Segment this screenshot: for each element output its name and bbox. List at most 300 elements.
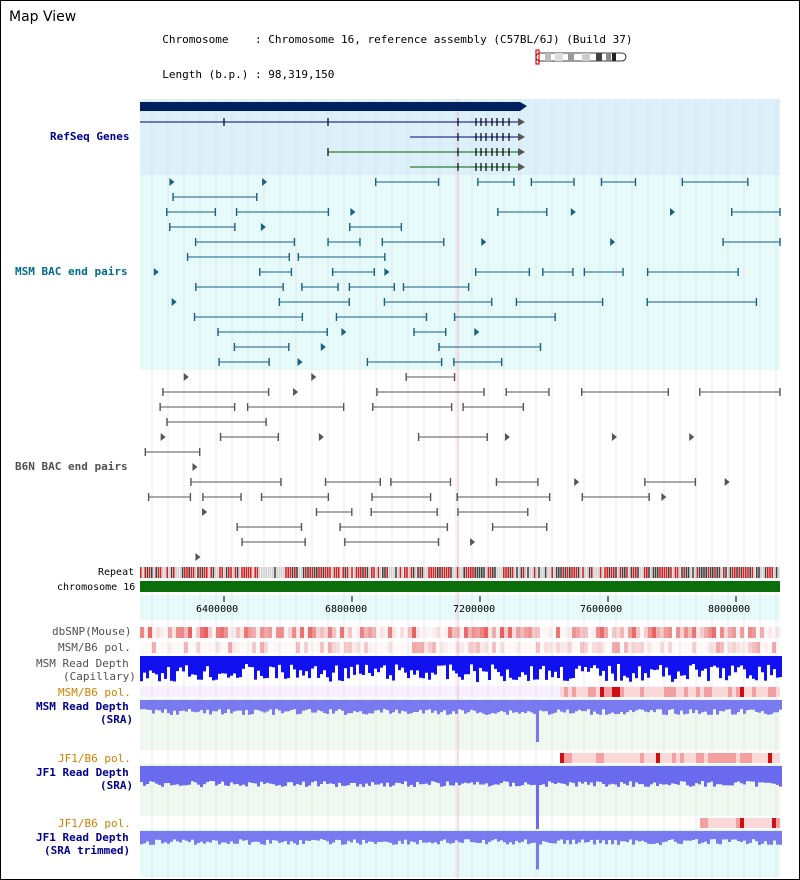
jf1-trim-depth-bar: [197, 831, 200, 843]
repeat-block: [527, 567, 529, 578]
jf1-pol-cell: [740, 753, 744, 763]
jf1-sra-depth-bar: [191, 766, 194, 781]
jf1-trim-depth-bar: [230, 831, 233, 841]
jf1-trim-depth-bar: [257, 831, 260, 842]
msm-pol-cell: [528, 642, 532, 653]
msm-sra-depth-bar: [644, 700, 647, 712]
msm-capillary-depth-bar: [242, 656, 245, 669]
jf1-sra-depth-bar: [551, 766, 554, 783]
jf1-sra-depth-bar: [290, 766, 293, 782]
repeat-block: [147, 567, 149, 578]
msm-sra-depth-bar: [320, 700, 323, 711]
msm-sra-depth-bar: [698, 700, 701, 714]
repeat-block: [307, 567, 309, 578]
msm-pol-cell: [160, 642, 164, 653]
jf1-sra-depth-bar: [296, 766, 299, 784]
jf1-sra-depth-bar: [437, 766, 440, 783]
jf1-trim-depth-bar: [524, 831, 527, 839]
jf1-pol-cell: [692, 753, 696, 763]
jf1-trim-depth-bar: [506, 831, 509, 844]
jf1-trim-depth-bar: [455, 831, 458, 840]
msm-pol-cell: [740, 642, 744, 653]
jf1-sra-depth-bar: [422, 766, 425, 784]
dbsnp-cell: [760, 627, 764, 638]
repeat-block: [677, 567, 679, 578]
msm-pol-cell: [308, 642, 312, 653]
msm-pol-cell: [672, 642, 676, 653]
msm-capillary-depth-bar: [497, 656, 500, 672]
b6n-bac-pair-marker: [161, 433, 166, 441]
repeat-block: [721, 567, 723, 578]
msm-capillary-depth-bar: [500, 656, 503, 676]
dbsnp-cell: [472, 627, 476, 638]
msm-pol-cell: [504, 642, 508, 653]
msm-sra-depth-bar: [149, 700, 152, 710]
b6n-bac-pair-marker: [293, 388, 298, 396]
dbsnp-cell: [704, 627, 708, 638]
jf1-trim-depth-bar: [473, 831, 476, 842]
repeat-block: [182, 567, 184, 578]
jf1-trim-depth-bar: [683, 831, 686, 841]
msm-sra-depth-bar: [257, 700, 260, 710]
jf1-sra-depth-bar: [764, 766, 767, 783]
dbsnp-cell: [248, 627, 252, 638]
b6n-bac-pair-marker: [311, 373, 316, 381]
jf1-trim-depth-bar: [551, 831, 554, 843]
msm-sra-depth-bar: [269, 700, 272, 709]
jf1-sra-depth-bar: [548, 766, 551, 781]
jf1-sra-depth-bar: [611, 766, 614, 784]
msm-sra-depth-bar: [737, 700, 740, 712]
b6n-bac-label: B6N BAC end pairs: [15, 460, 128, 473]
msm-capillary-depth-bar: [233, 656, 236, 673]
jf1-trim-depth-bar: [242, 831, 245, 841]
axis-tick-label: 6800000: [325, 604, 368, 615]
msm-capillary-depth-bar: [596, 656, 599, 668]
msm-sra-depth-bar: [668, 700, 671, 710]
jf1-sra-depth-bar: [545, 766, 548, 787]
jf1-trim-depth-bar: [545, 831, 548, 842]
dbsnp-cell: [688, 627, 692, 638]
msm-sra-depth-bar: [590, 700, 593, 715]
msm-pol2-cell: [560, 687, 564, 697]
msm-pol2-cell: [676, 687, 680, 697]
jf1-sra-depth-bar: [773, 766, 776, 784]
msm-pol-cell: [688, 642, 692, 653]
dbsnp-cell: [552, 627, 556, 638]
msm-pol-cell: [348, 642, 352, 653]
jf1-trim-depth-bar: [563, 831, 566, 844]
jf1-sra-depth-bar: [224, 766, 227, 785]
msm-capillary-depth-bar: [146, 656, 149, 678]
repeat-block: [226, 567, 228, 578]
dbsnp-cell: [376, 627, 380, 638]
msm-capillary-depth-bar: [470, 656, 473, 664]
msm-capillary-depth-bar: [446, 656, 449, 679]
jf1-sra-depth-bar: [197, 766, 200, 785]
jf1-trim-depth-bar: [740, 831, 743, 842]
msm-pol2-cell: [716, 687, 720, 697]
jf1-trim-depth-bar: [695, 831, 698, 839]
msm-capillary-depth-bar: [779, 656, 782, 677]
jf1-sra-depth-bar: [329, 766, 332, 783]
dbsnp-cell: [532, 627, 536, 638]
jf1-trim-depth-bar: [251, 831, 254, 842]
jf1-sra-depth-bar: [467, 766, 470, 783]
repeat-block: [567, 567, 569, 578]
dbsnp-cell: [772, 627, 776, 638]
jf1-pol2-cell: [768, 818, 772, 828]
jf1-sra-depth-bar: [218, 766, 221, 784]
jf1-sra-depth-bar: [578, 766, 581, 782]
repeat-block: [545, 567, 547, 578]
repeat-block: [171, 567, 173, 578]
jf1-pol-cell: [728, 753, 732, 763]
dbsnp-cell: [228, 627, 232, 638]
msm-pol-cell: [568, 642, 572, 653]
repeat-block: [712, 567, 714, 578]
chromosome-ideogram[interactable]: [536, 50, 626, 64]
msm-capillary-depth-bar: [536, 656, 539, 679]
msm-sra-depth-bar: [623, 700, 626, 714]
jf1-sra-depth-bar: [491, 766, 494, 785]
msm-capillary-depth-bar: [155, 656, 158, 674]
msm-capillary-depth-bar: [413, 656, 416, 675]
msm-pol-cell: [364, 642, 368, 653]
ideogram-band: [606, 53, 611, 61]
jf1-sra-depth-bar: [368, 766, 371, 786]
jf1-pol-cell: [668, 753, 672, 763]
jf1-trim-depth-bar: [596, 831, 599, 840]
jf1-trim-depth-bar: [665, 831, 668, 842]
jf1-sra-depth-bar: [203, 766, 206, 784]
dbsnp-cell: [316, 627, 320, 638]
msm-sra-depth-bar: [500, 700, 503, 711]
msm-capillary-depth-bar: [716, 656, 719, 668]
msm-sra-depth-bar: [662, 700, 665, 714]
jf1-trim-depth-bar: [317, 831, 320, 841]
msm-capillary-depth-bar: [215, 656, 218, 680]
msm-sra-depth-bar: [413, 700, 416, 712]
jf1-trim-depth-bar: [440, 831, 443, 841]
repeat-block: [518, 567, 520, 578]
msm-sra-depth-bar: [713, 700, 716, 709]
repeat-block: [327, 567, 329, 578]
msm-pol-cell: [612, 642, 616, 653]
repeat-block: [633, 567, 635, 578]
repeat-block: [521, 567, 523, 578]
jf1-pol-cell: [616, 753, 620, 763]
repeat-block: [688, 567, 690, 578]
msm-capillary-depth-bar: [368, 656, 371, 673]
msm-sra-depth-bar: [314, 700, 317, 713]
repeat-block: [261, 567, 263, 578]
jf1-pol-cell: [704, 753, 708, 763]
repeat-block: [569, 567, 571, 578]
jf1-trim-depth-bar: [203, 831, 206, 844]
msm-sra-depth-bar: [227, 700, 230, 709]
jf1-trim-depth-bar: [461, 831, 464, 843]
ideogram-band: [582, 53, 590, 61]
msm-sra-depth-bar: [578, 700, 581, 710]
repeat-block: [591, 567, 593, 578]
jf1-pol-cell: [600, 753, 604, 763]
msm-sra-depth-bar: [317, 700, 320, 710]
repeat-block: [191, 567, 193, 578]
msm-pol-cell: [352, 642, 356, 653]
msm-capillary-depth-bar: [770, 656, 773, 675]
msm-sra-depth-bar: [614, 700, 617, 714]
msm-sra-depth-bar: [476, 700, 479, 713]
msm-capillary-depth-bar: [374, 656, 377, 669]
msm-capillary-depth-bar: [662, 656, 665, 676]
dbsnp-cell: [384, 627, 388, 638]
repeat-block: [151, 567, 153, 578]
dbsnp-cell: [172, 627, 176, 638]
msm-pol2-cell: [700, 687, 704, 697]
msm-sra-depth-bar: [746, 700, 749, 710]
repeat-block: [628, 567, 630, 578]
msm-sra-depth-bar: [470, 700, 473, 710]
msm-capillary-depth-bar: [278, 656, 281, 665]
jf1-depth-trim-label1: JF1 Read Depth: [36, 831, 129, 844]
jf1-trim-depth-bar: [233, 831, 236, 844]
jf1-trim-depth-bar: [221, 831, 224, 843]
repeat-block: [439, 567, 441, 578]
repeat-block: [512, 567, 514, 578]
repeat-block: [708, 567, 710, 578]
msm-sra-depth-bar: [650, 700, 653, 710]
dbsnp-cell: [476, 627, 480, 638]
repeat-block: [202, 567, 204, 578]
jf1-sra-depth-bar: [233, 766, 236, 784]
msm-pol-cell: [172, 642, 176, 653]
msm-sra-depth-bar: [665, 700, 668, 715]
jf1-sra-depth-bar: [668, 766, 671, 785]
repeat-block: [459, 567, 461, 578]
dbsnp-cell: [672, 627, 676, 638]
repeat-block: [756, 567, 758, 578]
msm-pol-cell: [720, 642, 724, 653]
repeat-block: [351, 567, 353, 578]
jf1-sra-depth-bar: [230, 766, 233, 782]
jf1-sra-depth-bar: [338, 766, 341, 783]
repeat-block: [578, 567, 580, 578]
msm-capillary-depth-bar: [167, 656, 170, 667]
msm-pol-cell: [592, 642, 596, 653]
msm-pol-cell: [292, 642, 296, 653]
jf1-pol2-cell: [732, 818, 736, 828]
jf1-trim-depth-bar: [542, 831, 545, 841]
dbsnp-cell: [764, 627, 768, 638]
dbsnp-cell: [732, 627, 736, 638]
jf1-trim-depth-bar: [401, 831, 404, 844]
repeat-block: [448, 567, 450, 578]
repeat-block: [483, 567, 485, 578]
ideogram-band: [612, 53, 616, 61]
dbsnp-cell: [668, 627, 672, 638]
dbsnp-cell: [144, 627, 148, 638]
jf1-trim-depth-bar: [158, 831, 161, 840]
ideogram-band: [545, 53, 551, 61]
jf1-pol-cell: [688, 753, 692, 763]
jf1-pol-cell: [712, 753, 716, 763]
msm-pol-cell: [328, 642, 332, 653]
jf1-trim-depth-bar: [446, 831, 449, 843]
msm-pol-cell: [704, 642, 708, 653]
jf1-sra-depth-bar: [434, 766, 437, 782]
jf1-trim-depth-bar: [767, 831, 770, 845]
repeat-block: [362, 567, 364, 578]
jf1-sra-depth-bar: [410, 766, 413, 785]
repeat-block: [400, 567, 402, 578]
dbsnp-cell: [324, 627, 328, 638]
jf1-trim-depth-bar: [281, 831, 284, 842]
dbsnp-cell: [440, 627, 444, 638]
jf1-trim-depth-bar: [467, 831, 470, 839]
repeat-block: [650, 567, 652, 578]
jf1-trim-depth-bar: [215, 831, 218, 841]
msm-sra-depth-bar: [197, 700, 200, 712]
dbsnp-cell: [448, 627, 452, 638]
msm-capillary-depth-bar: [392, 656, 395, 681]
msm-capillary-depth-bar: [737, 656, 740, 667]
msm-pol-cell: [316, 642, 320, 653]
msm-sra-depth-bar: [779, 700, 782, 710]
msm-pol-cell: [544, 642, 548, 653]
msm-sra-depth-bar: [353, 700, 356, 711]
dbsnp-cell: [236, 627, 240, 638]
msm-capillary-depth-bar: [320, 656, 323, 674]
jf1-sra-depth-bar: [650, 766, 653, 784]
msm-capillary-depth-bar: [299, 656, 302, 670]
jf1-trim-depth-bar: [656, 831, 659, 843]
jf1-sra-depth-bar: [725, 766, 728, 785]
jf1-sra-depth-bar: [185, 766, 188, 785]
msm-sra-depth-bar: [512, 700, 515, 713]
jf1-sra-depth-bar: [512, 766, 515, 783]
msm-sra-depth-bar: [410, 700, 413, 713]
msm-pol-cell: [432, 642, 436, 653]
repeat-block: [224, 567, 226, 578]
jf1-trim-depth-bar: [362, 831, 365, 840]
jf1-pol-cell: [648, 753, 652, 763]
msm-pol-cell: [468, 642, 472, 653]
msm-capillary-depth-bar: [410, 656, 413, 670]
repeat-block: [303, 567, 305, 578]
repeat-block: [417, 567, 419, 578]
msm-sra-depth-bar: [230, 700, 233, 713]
msm-sra-depth-bar: [563, 700, 566, 712]
jf1-pol2-cell: [772, 818, 776, 828]
msm-capillary-depth-bar: [605, 656, 608, 681]
msm-capillary-depth-bar: [353, 656, 356, 675]
msm-sra-depth-bar: [272, 700, 275, 715]
msm-pol2-cell: [752, 687, 756, 697]
jf1-sra-depth-bar: [707, 766, 710, 783]
jf1-pol2-cell: [712, 818, 716, 828]
jf1-trim-depth-bar: [374, 831, 377, 844]
jf1-trim-depth-bar: [707, 831, 710, 844]
dbsnp-cell: [444, 627, 448, 638]
b6n-bac-pair-marker: [470, 538, 475, 546]
jf1-trim-depth-bar: [326, 831, 329, 841]
dbsnp-cell: [576, 627, 580, 638]
dbsnp-cell: [568, 627, 572, 638]
dbsnp-cell: [148, 627, 152, 638]
msm-sra-depth-bar: [422, 700, 425, 714]
jf1-sra-depth-bar: [188, 766, 191, 785]
msm-capillary-depth-bar: [161, 656, 164, 673]
jf1-sra-depth-bar: [272, 766, 275, 784]
jf1-sra-depth-bar: [479, 766, 482, 784]
repeat-block: [389, 567, 391, 578]
repeat-block: [725, 567, 727, 578]
msm-sra-depth-bar: [386, 700, 389, 710]
msm-capillary-depth-bar: [254, 656, 257, 680]
jf1-sra-depth-bar: [164, 766, 167, 783]
msm-sra-depth-bar: [770, 700, 773, 714]
msm-capillary-depth-bar: [665, 656, 668, 668]
jf1-trim-depth-bar: [386, 831, 389, 842]
msm-capillary-depth-bar: [758, 656, 761, 667]
repeat-block: [340, 567, 342, 578]
msm-pol-cell: [708, 642, 712, 653]
jf1-sra-depth-bar: [245, 766, 248, 786]
repeat-block: [466, 567, 468, 578]
msm-sra-depth-bar: [185, 700, 188, 712]
msm-pol-cell: [476, 642, 480, 653]
msm-pol-cell: [728, 642, 732, 653]
msm-capillary-depth-bar: [311, 656, 314, 669]
msm-pol-cell: [488, 642, 492, 653]
jf1-pol-cell: [588, 753, 592, 763]
msm-sra-depth-bar: [647, 700, 650, 712]
msm-sra-depth-bar: [572, 700, 575, 713]
msm-capillary-depth-bar: [449, 656, 452, 665]
msm-capillary-depth-bar: [617, 656, 620, 664]
dbsnp-cell: [520, 627, 524, 638]
jf1-sra-depth-bar: [446, 766, 449, 781]
msm-sra-depth-bar: [203, 700, 206, 713]
msm-sra-depth-bar: [212, 700, 215, 711]
jf1-sra-depth-bar: [494, 766, 497, 784]
msm-sra-depth-bar: [440, 700, 443, 712]
msm-pol-cell: [424, 642, 428, 653]
jf1-trim-depth-bar: [650, 831, 653, 844]
jf1-trim-depth-bar: [365, 831, 368, 843]
jf1-trim-depth-bar: [335, 831, 338, 840]
repeat-block: [562, 567, 564, 578]
dbsnp-cell: [436, 627, 440, 638]
msm-pol2-cell: [572, 687, 576, 697]
msm-pol-cell: [664, 642, 668, 653]
msm-capillary-depth-bar: [332, 656, 335, 673]
jf1-trim-depth-bar: [185, 831, 188, 841]
msm-sra-depth-bar: [761, 700, 764, 711]
jf1-sra-depth-bar: [449, 766, 452, 785]
jf1-trim-depth-bar: [599, 831, 602, 843]
msm-pol-cell: [416, 642, 420, 653]
repeat-block: [367, 567, 369, 578]
msm-sra-depth-bar: [620, 700, 623, 712]
msm-sra-depth-bar: [374, 700, 377, 711]
jf1-trim-depth-bar: [437, 831, 440, 844]
repeat-block: [318, 567, 320, 578]
jf1-trim-depth-bar: [179, 831, 182, 843]
jf1-sra-depth-bar: [560, 766, 563, 783]
jf1-sra-depth-bar: [374, 766, 377, 785]
